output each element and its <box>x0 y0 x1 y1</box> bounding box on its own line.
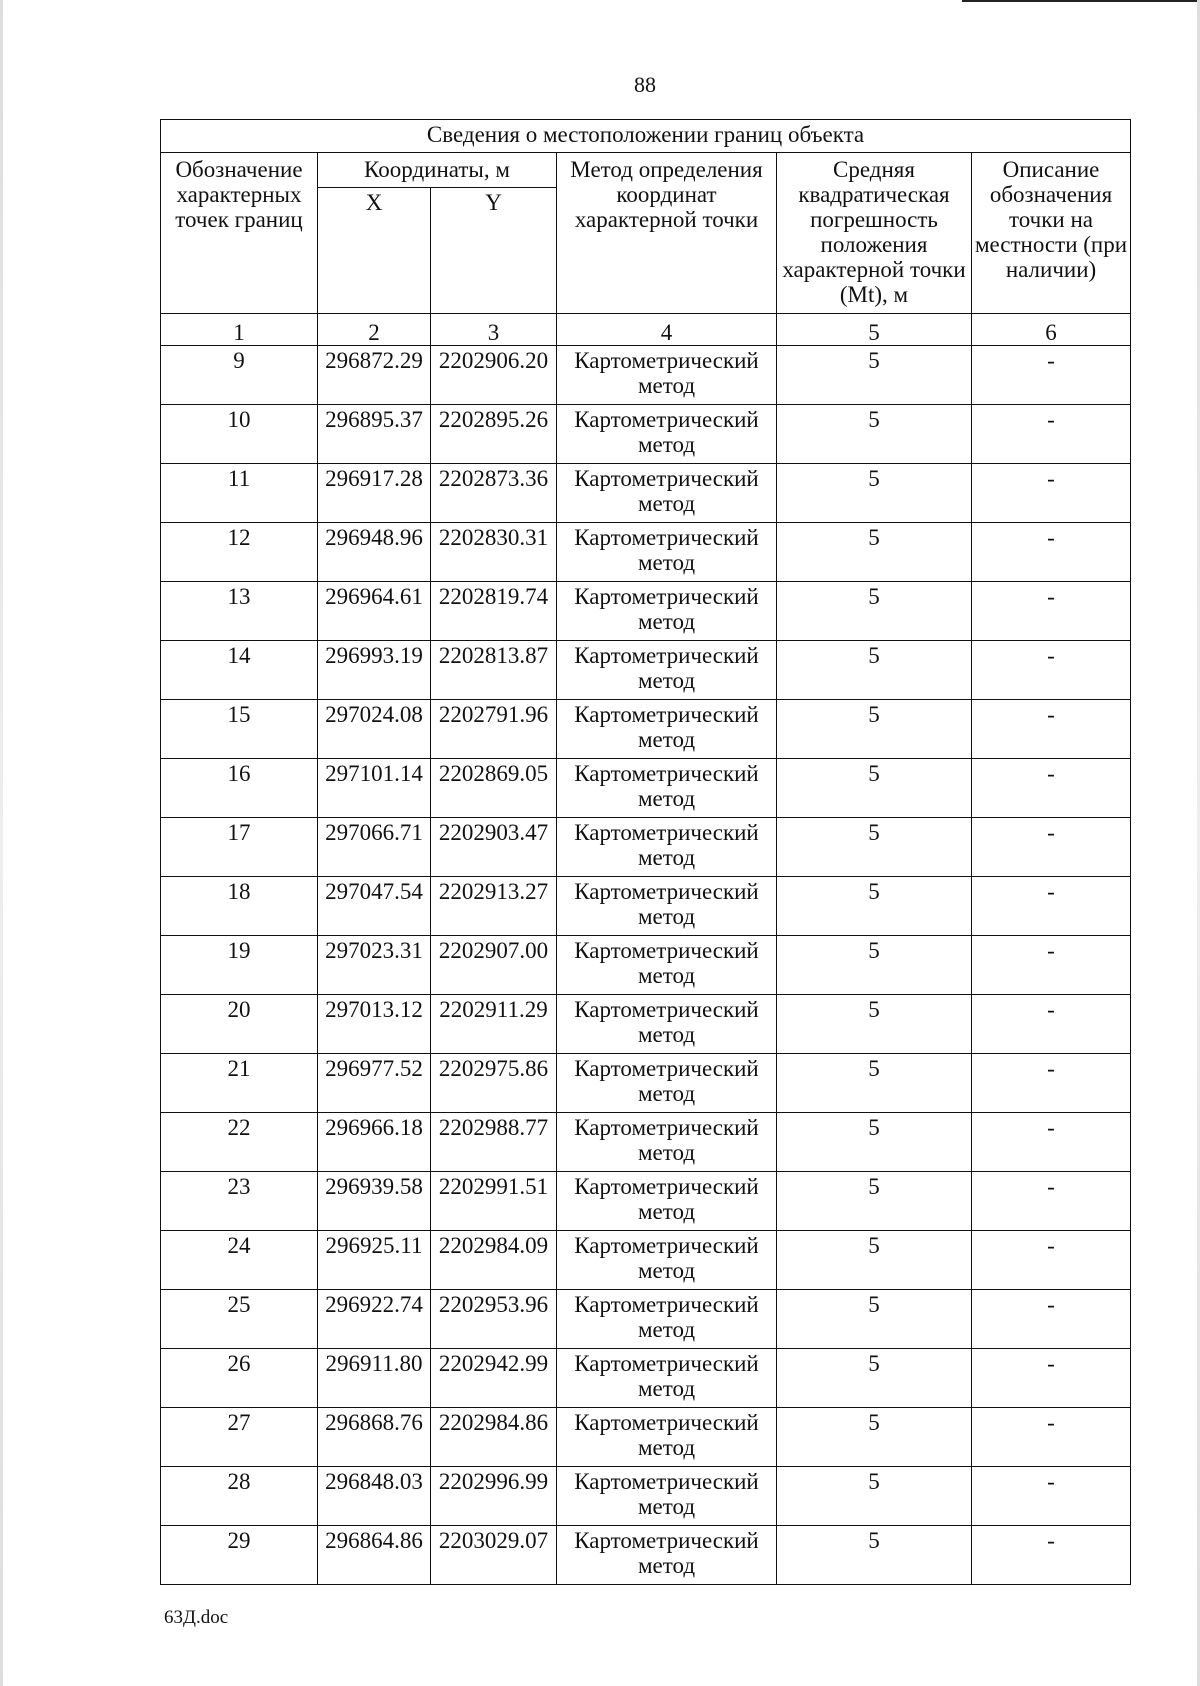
cell-description: - <box>972 1526 1131 1585</box>
cell-error: 5 <box>777 405 972 464</box>
column-number: 5 <box>777 314 972 346</box>
table-row <box>161 936 1131 995</box>
cell-x: 297013.12 <box>318 995 431 1054</box>
cell-method: Картометрический метод <box>557 641 777 700</box>
cell-x: 296948.96 <box>318 523 431 582</box>
cell-description: - <box>972 700 1131 759</box>
cell-description: - <box>972 995 1131 1054</box>
cell-error: 5 <box>777 346 972 405</box>
cell-point: 13 <box>161 582 318 641</box>
cell-method: Картометрический метод <box>557 1467 777 1526</box>
cell-method: Картометрический метод <box>557 1054 777 1113</box>
page-number: 88 <box>634 72 656 97</box>
cell-error: 5 <box>777 759 972 818</box>
cell-method: Картометрический метод <box>557 700 777 759</box>
cell-description: - <box>972 523 1131 582</box>
cell-x: 296872.29 <box>318 346 431 405</box>
cell-description: - <box>972 936 1131 995</box>
cell-y: 2202991.51 <box>431 1172 557 1231</box>
cell-point: 11 <box>161 464 318 523</box>
cell-x: 296993.19 <box>318 641 431 700</box>
cell-x: 297101.14 <box>318 759 431 818</box>
cell-y: 2202819.74 <box>431 582 557 641</box>
column-number: 1 <box>161 314 318 346</box>
cell-x: 297047.54 <box>318 877 431 936</box>
cell-method: Картометрический метод <box>557 1113 777 1172</box>
cell-description: - <box>972 818 1131 877</box>
header-description: Описание обозначения точки на местности (при наличии) <box>972 153 1131 314</box>
cell-point: 17 <box>161 818 318 877</box>
cell-y: 2202913.27 <box>431 877 557 936</box>
cell-y: 2202873.36 <box>431 464 557 523</box>
cell-method: Картометрический метод <box>557 995 777 1054</box>
table-row <box>161 1467 1131 1526</box>
column-number: 4 <box>557 314 777 346</box>
cell-y: 2203029.07 <box>431 1526 557 1585</box>
cell-x: 296911.80 <box>318 1349 431 1408</box>
cell-x: 296939.58 <box>318 1172 431 1231</box>
cell-x: 296964.61 <box>318 582 431 641</box>
cell-description: - <box>972 877 1131 936</box>
cell-point: 10 <box>161 405 318 464</box>
cell-method: Картометрический метод <box>557 1172 777 1231</box>
footer-file-name: 63Д.doc <box>164 1607 229 1628</box>
cell-y: 2202907.00 <box>431 936 557 995</box>
table-title-row <box>161 120 1131 153</box>
cell-method: Картометрический метод <box>557 1290 777 1349</box>
table-row <box>161 1231 1131 1290</box>
table-row <box>161 641 1131 700</box>
cell-point: 12 <box>161 523 318 582</box>
table-row <box>161 464 1131 523</box>
cell-y: 2202791.96 <box>431 700 557 759</box>
cell-description: - <box>972 346 1131 405</box>
table-row <box>161 759 1131 818</box>
cell-error: 5 <box>777 936 972 995</box>
cell-error: 5 <box>777 1231 972 1290</box>
cell-point: 25 <box>161 1290 318 1349</box>
cell-y: 2202895.26 <box>431 405 557 464</box>
cell-description: - <box>972 1054 1131 1113</box>
cell-point: 21 <box>161 1054 318 1113</box>
header-point-designation: Обозначение характерных точек границ <box>161 153 318 314</box>
cell-error: 5 <box>777 1113 972 1172</box>
header-method: Метод определения координат характерной точки <box>557 153 777 314</box>
cell-method: Картометрический метод <box>557 1526 777 1585</box>
table-row <box>161 346 1131 405</box>
cell-description: - <box>972 1467 1131 1526</box>
column-number: 2 <box>318 314 431 346</box>
cell-y: 2202953.96 <box>431 1290 557 1349</box>
cell-method: Картометрический метод <box>557 936 777 995</box>
cell-point: 29 <box>161 1526 318 1585</box>
cell-method: Картометрический метод <box>557 346 777 405</box>
column-number: 6 <box>972 314 1131 346</box>
cell-description: - <box>972 641 1131 700</box>
cell-x: 296848.03 <box>318 1467 431 1526</box>
cell-point: 26 <box>161 1349 318 1408</box>
cell-point: 16 <box>161 759 318 818</box>
cell-description: - <box>972 1408 1131 1467</box>
cell-x: 296925.11 <box>318 1231 431 1290</box>
cell-point: 14 <box>161 641 318 700</box>
cell-error: 5 <box>777 818 972 877</box>
table-body <box>161 346 1131 1585</box>
cell-method: Картометрический метод <box>557 405 777 464</box>
top-edge-rule <box>962 0 1200 2</box>
cell-error: 5 <box>777 1408 972 1467</box>
header-row-main <box>161 153 1131 188</box>
cell-description: - <box>972 759 1131 818</box>
cell-error: 5 <box>777 1172 972 1231</box>
cell-x: 296895.37 <box>318 405 431 464</box>
cell-point: 22 <box>161 1113 318 1172</box>
cell-method: Картометрический метод <box>557 759 777 818</box>
boundary-coordinates-table <box>160 119 1131 1585</box>
cell-point: 24 <box>161 1231 318 1290</box>
table-row <box>161 1113 1131 1172</box>
table-row <box>161 1408 1131 1467</box>
table-row <box>161 405 1131 464</box>
cell-x: 296917.28 <box>318 464 431 523</box>
cell-x: 296864.86 <box>318 1526 431 1585</box>
table-row <box>161 818 1131 877</box>
cell-error: 5 <box>777 877 972 936</box>
cell-method: Картометрический метод <box>557 1408 777 1467</box>
cell-y: 2202903.47 <box>431 818 557 877</box>
cell-point: 23 <box>161 1172 318 1231</box>
cell-y: 2202984.86 <box>431 1408 557 1467</box>
cell-method: Картометрический метод <box>557 1349 777 1408</box>
table-row <box>161 523 1131 582</box>
cell-description: - <box>972 1231 1131 1290</box>
cell-point: 20 <box>161 995 318 1054</box>
cell-x: 296977.52 <box>318 1054 431 1113</box>
table-row <box>161 1054 1131 1113</box>
header-y: Y <box>431 188 557 314</box>
cell-y: 2202988.77 <box>431 1113 557 1172</box>
cell-error: 5 <box>777 464 972 523</box>
cell-x: 296868.76 <box>318 1408 431 1467</box>
cell-x: 296922.74 <box>318 1290 431 1349</box>
table-row <box>161 877 1131 936</box>
table-row <box>161 1290 1131 1349</box>
cell-point: 15 <box>161 700 318 759</box>
cell-method: Картометрический метод <box>557 523 777 582</box>
cell-x: 297066.71 <box>318 818 431 877</box>
cell-point: 18 <box>161 877 318 936</box>
cell-description: - <box>972 1349 1131 1408</box>
cell-error: 5 <box>777 1290 972 1349</box>
table-title: Сведения о местоположении границ объекта <box>161 120 1131 153</box>
cell-description: - <box>972 464 1131 523</box>
cell-method: Картометрический метод <box>557 1231 777 1290</box>
table-row <box>161 700 1131 759</box>
cell-y: 2202975.86 <box>431 1054 557 1113</box>
column-number-row <box>161 314 1131 346</box>
cell-error: 5 <box>777 523 972 582</box>
header-x: X <box>318 188 431 314</box>
cell-y: 2202830.31 <box>431 523 557 582</box>
cell-y: 2202911.29 <box>431 995 557 1054</box>
table-row <box>161 1349 1131 1408</box>
cell-method: Картометрический метод <box>557 877 777 936</box>
cell-error: 5 <box>777 700 972 759</box>
cell-description: - <box>972 582 1131 641</box>
cell-error: 5 <box>777 995 972 1054</box>
cell-y: 2202942.99 <box>431 1349 557 1408</box>
cell-description: - <box>972 1172 1131 1231</box>
cell-x: 297024.08 <box>318 700 431 759</box>
table-row <box>161 1172 1131 1231</box>
cell-point: 28 <box>161 1467 318 1526</box>
cell-point: 9 <box>161 346 318 405</box>
cell-description: - <box>972 405 1131 464</box>
cell-point: 19 <box>161 936 318 995</box>
table-row <box>161 582 1131 641</box>
cell-description: - <box>972 1113 1131 1172</box>
header-error: Средняя квадратическая погрешность положения характерной точки (Mt), м <box>777 153 972 314</box>
cell-x: 297023.31 <box>318 936 431 995</box>
scan-left-edge <box>0 0 3 1686</box>
cell-y: 2202869.05 <box>431 759 557 818</box>
cell-description: - <box>972 1290 1131 1349</box>
header-coordinates: Координаты, м <box>318 153 557 188</box>
cell-error: 5 <box>777 1467 972 1526</box>
cell-x: 296966.18 <box>318 1113 431 1172</box>
cell-error: 5 <box>777 1054 972 1113</box>
cell-error: 5 <box>777 641 972 700</box>
table-row <box>161 1526 1131 1585</box>
cell-error: 5 <box>777 1526 972 1585</box>
table-row <box>161 995 1131 1054</box>
cell-y: 2202984.09 <box>431 1231 557 1290</box>
cell-method: Картометрический метод <box>557 582 777 641</box>
cell-y: 2202813.87 <box>431 641 557 700</box>
cell-method: Картометрический метод <box>557 464 777 523</box>
cell-y: 2202996.99 <box>431 1467 557 1526</box>
column-number: 3 <box>431 314 557 346</box>
cell-error: 5 <box>777 1349 972 1408</box>
cell-y: 2202906.20 <box>431 346 557 405</box>
cell-point: 27 <box>161 1408 318 1467</box>
cell-method: Картометрический метод <box>557 818 777 877</box>
cell-error: 5 <box>777 582 972 641</box>
